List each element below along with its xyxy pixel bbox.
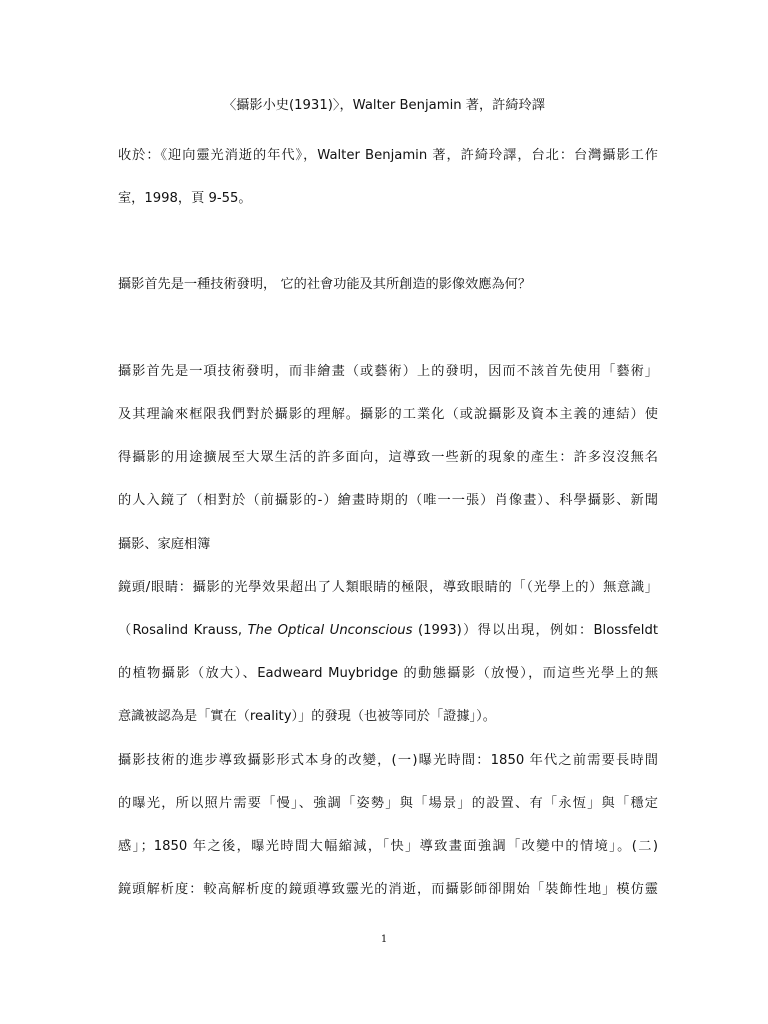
paragraph-3-line-2: 的曝光，所以照片需要「慢」、強調「姿勢」與「場景」的設置、有「永恆」與「穩定	[118, 796, 658, 811]
paragraph-1-line-4: 的人入鏡了（相對於（前攝影的-）繪畫時期的（唯一一張）肖像畫）、科學攝影、新聞	[118, 493, 658, 508]
paragraph-2-line-2	[118, 621, 658, 641]
paragraph-1-line-2: 及其理論來框限我們對於攝影的理解。攝影的工業化（或說攝影及資本主義的連結）使	[118, 407, 658, 422]
paragraph-3-line-3: 感」；1850 年之後，曝光時間大幅縮減，「快」導致畫面強調「改變中的情境」。(二)	[118, 839, 658, 854]
source-line-1: 收於：《迎向靈光消逝的年代》，Walter Benjamin 著，許綺玲譯，台北：台灣攝影工作	[118, 148, 658, 163]
question-heading: 攝影首先是一種技術發明， 它的社會功能及其所創造的影像效應為何？	[118, 277, 532, 292]
paragraph-1-line-1: 攝影首先是一項技術發明，而非繪畫（或藝術）上的發明，因而不該首先使用「藝術」	[118, 364, 658, 379]
paragraph-3-line-4: 鏡頭解析度：較高解析度的鏡頭導致靈光的消逝，而攝影師卻開始「裝飾性地」模仿靈	[118, 882, 658, 897]
paragraph-2-line-2-post: (1993)）得以出現，例如：Blossfeldt	[412, 623, 658, 638]
book-title-italic: The Optical Unconscious	[247, 623, 413, 638]
paragraph-1-line-5: 攝影、家庭相簿	[118, 537, 211, 552]
document-title: 〈攝影小史(1931)〉，Walter Benjamin 著，許綺玲譯	[223, 98, 545, 113]
paragraph-2-line-4: 意識被認為是「實在（reality）」的發現（也被等同於「證據」）。	[118, 709, 496, 724]
paragraph-1-line-3: 得攝影的用途擴展至大眾生活的許多面向，這導致一些新的現象的產生：許多沒沒無名	[118, 450, 658, 465]
page-number: 1	[380, 934, 388, 945]
paragraph-2-line-1: 鏡頭/眼睛：攝影的光學效果超出了人類眼睛的極限，導致眼睛的「（光學上的）無意識」	[118, 580, 658, 595]
source-line-2: 室，1998，頁 9-55。	[118, 191, 252, 206]
paragraph-2-line-3: 的植物攝影（放大）、Eadweard Muybridge 的動態攝影（放慢），而這些光學上的無	[118, 666, 658, 681]
paragraph-2-line-2-pre: （Rosalind Krauss,	[118, 623, 248, 638]
paragraph-3-line-1: 攝影技術的進步導致攝影形式本身的改變，(一)曝光時間：1850 年代之前需要長時間	[118, 753, 658, 768]
